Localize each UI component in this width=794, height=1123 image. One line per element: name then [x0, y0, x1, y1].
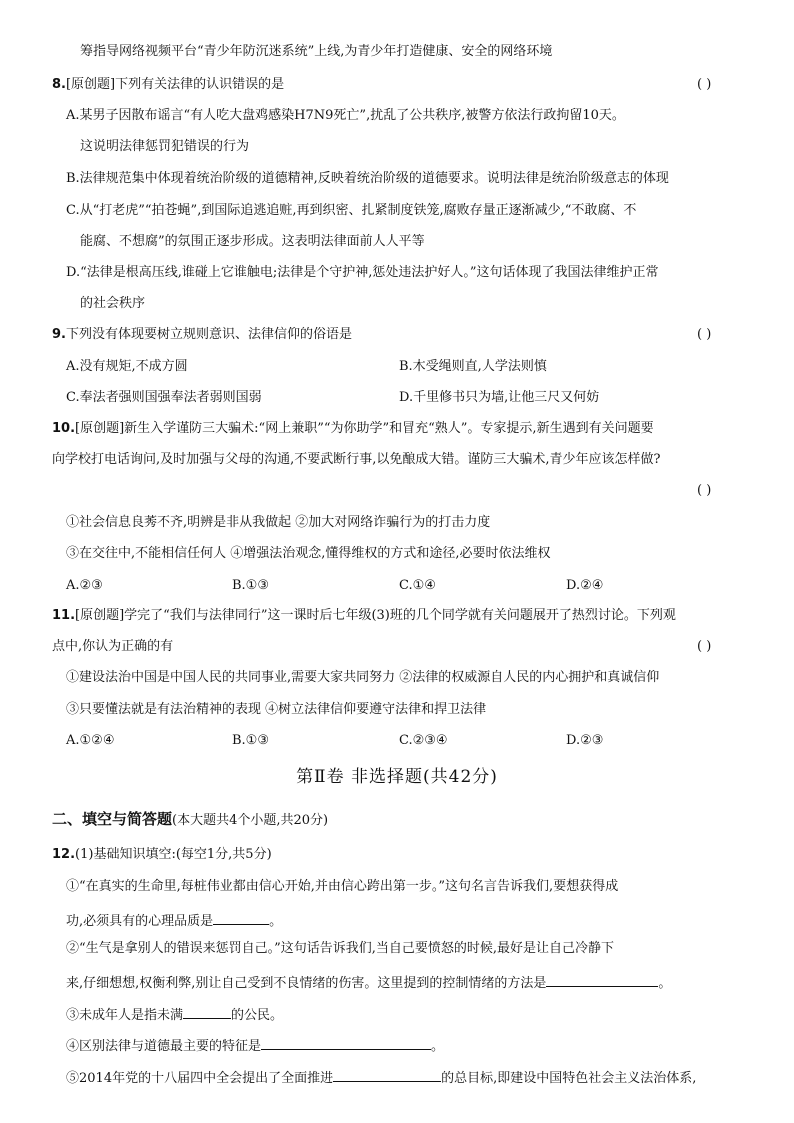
fill-2-line-2 [66, 972, 671, 992]
question-8-text: [原创题]下列有关法律的认识错误的是 [65, 77, 285, 92]
fill-3-line [66, 1004, 283, 1024]
part-2-note: (本大题共4个小题,共20分) [172, 813, 329, 828]
question-9-option-d: D.千里修书只为墙,让他三尺又何妨 [399, 390, 600, 405]
question-8-option-d-cont: 的社会秩序 [80, 296, 146, 311]
fill-1-text: 功,必须具有的心理品质是 [66, 914, 214, 929]
fill-2-blank[interactable] [546, 972, 658, 987]
section-2-title: 第Ⅱ卷 非选择题(共42分) [296, 767, 498, 787]
fill-5-line [66, 1067, 696, 1087]
question-8-answer-bracket: ( ) [697, 77, 712, 92]
question-9-answer-bracket: ( ) [697, 327, 712, 342]
fill-3-blank[interactable] [183, 1004, 231, 1019]
fill-2-text: 来,仔细想想,权衡利弊,别让自己受到不良情绪的伤害。这里提到的控制情绪的方法是 [66, 976, 547, 991]
question-9-option-b: B.木受绳则直,人学法则慎 [399, 359, 547, 374]
fill-4-text: ④区别法律与道德最主要的特征是 [66, 1039, 262, 1054]
question-9-number: 9. [52, 327, 66, 342]
question-9-option-a: A.没有规矩,不成方圆 [66, 359, 188, 374]
question-11-number: 11. [52, 608, 76, 623]
question-11-stem-cont: 点中,你认为正确的有 [52, 639, 174, 654]
fill-3-text: ③未成年人是指未满 [66, 1008, 184, 1023]
question-11-items-3-4: ③只要懂法就是有法治精神的表现 ④树立法律信仰要遵守法律和捍卫法律 [66, 702, 487, 717]
part-2-heading [52, 810, 328, 830]
question-10-option-b: B.①③ [232, 578, 269, 593]
question-8-option-c: C.从“打老虎”“拍苍蝇”,到国际追逃追赃,再到织密、扎紧制度铁笼,腐败存量正逐渐减少,“不敢腐、不 [66, 203, 637, 218]
question-10-option-a: A.②③ [66, 578, 103, 593]
fill-1-end: 。 [269, 914, 283, 929]
question-8-option-a-cont: 这说明法律惩罚犯错误的行为 [80, 139, 250, 154]
fill-1-line-1: ①“在真实的生命里,每桩伟业都由信心开始,并由信心跨出第一步。”这句名言告诉我们,要想获得成 [66, 879, 619, 894]
question-10-answer-bracket: ( ) [697, 483, 712, 498]
question-12-text: (1)基础知识填空:(每空1分,共5分) [75, 847, 272, 862]
question-10-option-c: C.①④ [399, 578, 436, 593]
question-12-stem [52, 847, 272, 863]
question-11-text: [原创题]学完了“我们与法律同行”这一课时后七年级(3)班的几个同学就有关问题展开了热烈讨论。下列观 [75, 608, 676, 623]
question-11-stem [52, 608, 676, 624]
question-9-text: 下列没有体现要树立规则意识、法律信仰的俗语是 [65, 327, 352, 342]
question-8-option-b: B.法律规范集中体现着统治阶级的道德精神,反映着统治阶级的道德要求。说明法律是统治阶级意志的体现 [66, 171, 669, 186]
question-10-option-d: D.②④ [566, 578, 604, 593]
question-10-number: 10. [52, 421, 76, 436]
question-9-stem [52, 327, 352, 343]
fill-4-line [66, 1035, 444, 1055]
part-2-title: 二、填空与简答题 [52, 810, 173, 828]
fill-4-end: 。 [431, 1039, 445, 1054]
fill-5-blank[interactable] [333, 1067, 441, 1082]
intro-line: 筹指导网络视频平台“青少年防沉迷系统”上线,为青少年打造健康、安全的网络环境 [80, 44, 553, 59]
question-11-option-c: C.②③④ [399, 733, 448, 748]
question-11-option-d: D.②③ [566, 733, 604, 748]
fill-5-text: ⑤2014年党的十八届四中全会提出了全面推进 [66, 1071, 334, 1086]
question-8-option-d: D.“法律是根高压线,谁碰上它谁触电;法律是个守护神,惩处违法护好人。”这句话体现了我国法律维护正常 [66, 265, 659, 280]
question-11-option-b: B.①③ [232, 733, 269, 748]
fill-1-line-2 [66, 910, 282, 930]
question-8-option-c-cont: 能腐、不想腐”的氛围正逐步形成。这表明法律面前人人平等 [80, 234, 425, 249]
fill-3-end: 的公民。 [231, 1008, 284, 1023]
question-11-option-a: A.①②④ [66, 733, 115, 748]
fill-1-blank[interactable] [213, 910, 269, 925]
question-10-text: [原创题]新生入学谨防三大骗术:“网上兼职”“为你助学”和冒充“熟人”。专家提示,新生遇到有关问题要 [75, 421, 654, 436]
question-8-stem [52, 77, 284, 93]
fill-5-end: 的总目标,即建设中国特色社会主义法治体系, [441, 1071, 697, 1086]
question-11-answer-bracket: ( ) [697, 639, 712, 654]
question-8-number: 8. [52, 77, 66, 92]
fill-2-end: 。 [658, 976, 672, 991]
question-10-stem-cont: 向学校打电话询问,及时加强与父母的沟通,不要武断行事,以免酿成大错。谨防三大骗术,青少年应该怎样做? [52, 452, 661, 467]
question-8-option-a: A.某男子因散布谣言“有人吃大盘鸡感染H7N9死亡”,扰乱了公共秩序,被警方依法行政拘留10天。 [66, 108, 625, 123]
fill-4-blank[interactable] [261, 1035, 431, 1050]
question-12-number: 12. [52, 847, 76, 862]
question-10-items-3-4: ③在交往中,不能相信任何人 ④增强法治观念,懂得维权的方式和途径,必要时依法维权 [66, 546, 551, 561]
question-10-stem [52, 421, 654, 437]
question-9-option-c: C.奉法者强则国强奉法者弱则国弱 [66, 390, 262, 405]
question-10-items-1-2: ①社会信息良莠不齐,明辨是非从我做起 ②加大对网络诈骗行为的打击力度 [66, 515, 491, 530]
fill-2-line-1: ②“生气是拿别人的错误来惩罚自己。”这句话告诉我们,当自己要愤怒的时候,最好是让自己冷静下 [66, 941, 615, 956]
question-11-items-1-2: ①建设法治中国是中国人民的共同事业,需要大家共同努力 ②法律的权威源自人民的内心拥护和真诚信仰 [66, 670, 660, 685]
